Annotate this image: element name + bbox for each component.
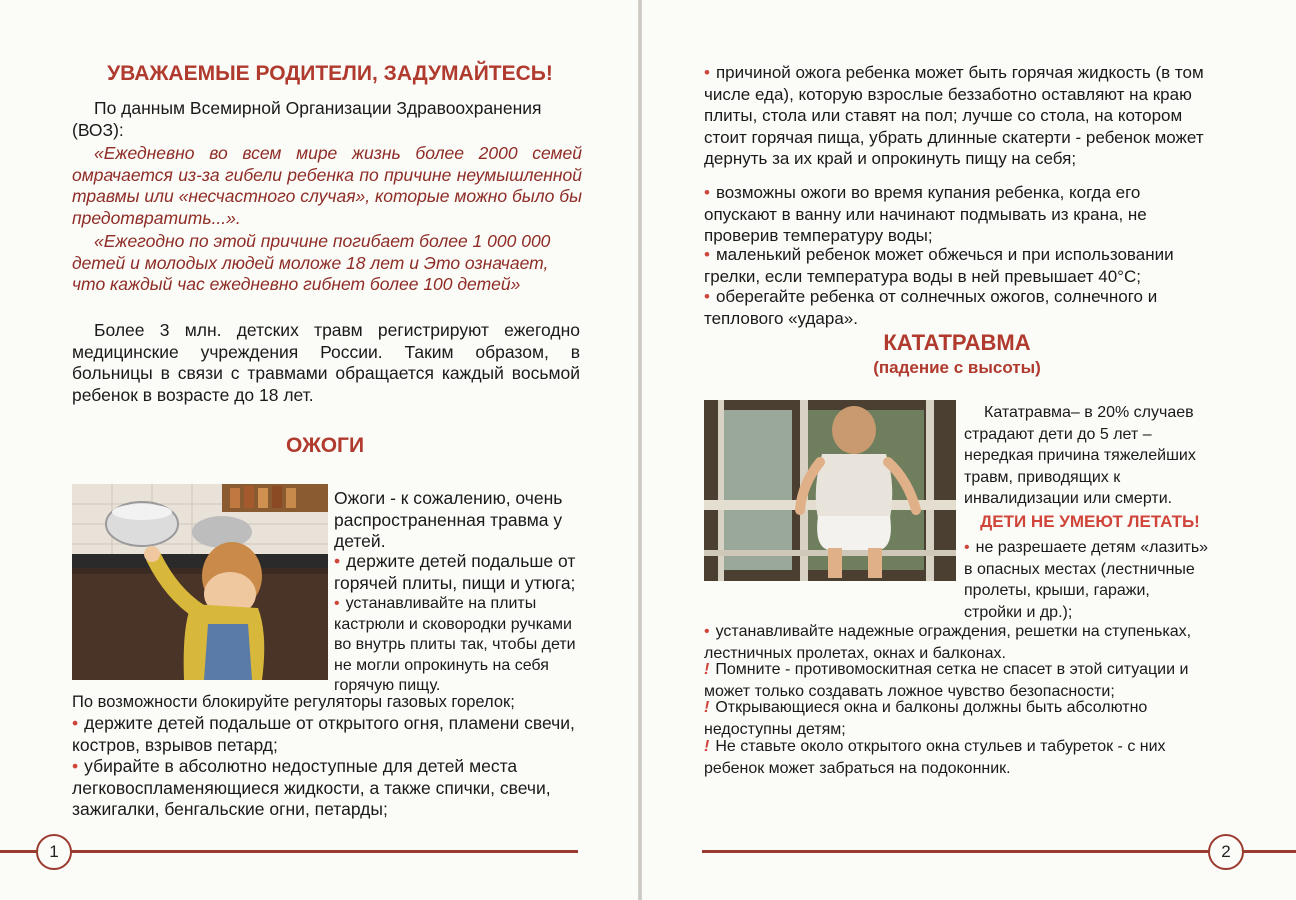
burns-bullet-4: • убирайте в абсолютно недоступные для детей места легковоспламеняющиеся жидкости, а также спички, свечи, зажигалки, бенгальские огни, петарды; bbox=[72, 756, 551, 819]
burns-bullet-5: • причиной ожога ребенка может быть горячая жидкость (в том числе еда), которую взрослые беззаботно оставляют на краю плиты, стола или ставят на пол; лучше со стола, на котором стоит горячая пища, убрать длинные скатерти - ребенок может дернуть за их край и опрокинуть пищу на себя; bbox=[704, 63, 1204, 168]
falls-slogan: ДЕТИ НЕ УМЕЮТ ЛЕТАТЬ! bbox=[980, 512, 1200, 531]
exclamation-icon: ! bbox=[704, 661, 710, 678]
bullet-icon: • bbox=[72, 756, 79, 776]
page-number: 2 bbox=[1208, 834, 1244, 870]
bullet-icon: • bbox=[334, 551, 341, 571]
warning-1: ! Помните - противомоскитная сетка не спасет в этой ситуации и может только создавать ложное чувство безопасности; bbox=[704, 661, 1189, 700]
bullet-icon: • bbox=[704, 623, 710, 640]
footer-line bbox=[0, 850, 578, 853]
falls-intro: Кататравма– в 20% случаев страдают дети до 5 лет – нередкая причина тяжелейших травм, приводящих к инвалидизации или смерти. bbox=[964, 404, 1196, 507]
falls-subheading: (падение с высоты) bbox=[873, 358, 1041, 377]
intro-text: По данным Всемирной Организации Здравоохранения (ВОЗ): bbox=[72, 98, 542, 140]
falls-bullet-1: • не разрешаете детям «лазить» в опасных местах (лестничные пролеты, крыши, гаражи, стройки и др.); bbox=[964, 539, 1209, 621]
burns-bullet-3: • держите детей подальше от открытого огня, пламени свечи, костров, взрывов петард; bbox=[72, 713, 575, 755]
burns-bullet-2: • устанавливайте на плиты кастрюли и сковородки ручками во внутрь плиты так, чтобы дети не могли опрокинуть на себя горячую пищу. bbox=[334, 595, 576, 694]
warning-3: ! Не ставьте около открытого окна стульев и табуреток - с них ребенок может забраться на подоконник. bbox=[704, 738, 1166, 777]
bullet-icon: • bbox=[72, 713, 79, 733]
falls-heading: КАТАТРАВМА bbox=[883, 330, 1031, 355]
warning-2: ! Открывающиеся окна и балконы должны быть абсолютно недоступны детям; bbox=[704, 699, 1148, 738]
bullet-icon: • bbox=[704, 245, 710, 264]
bullet-icon: • bbox=[704, 183, 710, 202]
bullet-icon: • bbox=[704, 63, 710, 82]
left-page bbox=[0, 0, 638, 900]
burns-heading: ОЖОГИ bbox=[285, 434, 365, 457]
child-at-stove-photo bbox=[72, 484, 328, 680]
main-title: УВАЖАЕМЫЕ РОДИТЕЛИ, ЗАДУМАЙТЕСЬ! bbox=[107, 62, 553, 85]
burns-bullet-1: • держите детей подальше от горячей плиты, пищи и утюга; bbox=[334, 551, 576, 593]
russia-stats: Более 3 млн. детских травм регистрируют ежегодно медицинские учреждения России. Таким образом, в больницы в связи с травмами обращается каждый восьмой ребенок в возрасте до 18 лет. bbox=[72, 320, 580, 405]
bullet-icon: • bbox=[334, 595, 340, 612]
bullet-icon: • bbox=[704, 287, 710, 306]
footer-line bbox=[702, 850, 1296, 853]
burns-bullet-7: • маленький ребенок может обжечься и при использовании грелки, если температура воды в ней превышает 40°С; bbox=[704, 245, 1174, 286]
right-page bbox=[642, 0, 1296, 900]
falls-bullet-2: • устанавливайте надежные ограждения, решетки на ступеньках, лестничных пролетах, окнах и балконах. bbox=[704, 623, 1192, 662]
burns-intro: Ожоги - к сожалению, очень распространенная травма у детей. bbox=[334, 488, 563, 551]
page-number: 1 bbox=[36, 834, 72, 870]
burns-paragraph: По возможности блокируйте регуляторы газовых горелок; bbox=[72, 693, 515, 711]
exclamation-icon: ! bbox=[704, 699, 710, 716]
burns-bullet-8: • оберегайте ребенка от солнечных ожогов, солнечного и теплового «удара». bbox=[704, 287, 1158, 328]
who-quote-2: «Ежегодно по этой причине погибает более 1 000 000 детей и молодых людей моложе 18 лет и Это означает, что каждый час ежедневно гибнет более 100 детей» bbox=[72, 231, 551, 294]
bullet-icon: • bbox=[964, 539, 970, 556]
burns-bullet-6: • возможны ожоги во время купания ребенка, когда его опускают в ванну или начинают подмывать из крана, не проверив температуру воды; bbox=[704, 183, 1147, 245]
exclamation-icon: ! bbox=[704, 738, 710, 755]
who-quote-1: «Ежедневно во всем мире жизнь более 2000 семей омрачается из-за гибели ребенка по причине неумышленной травмы или «несчастного случая», которые можно было бы предотвратить...». bbox=[72, 143, 582, 228]
